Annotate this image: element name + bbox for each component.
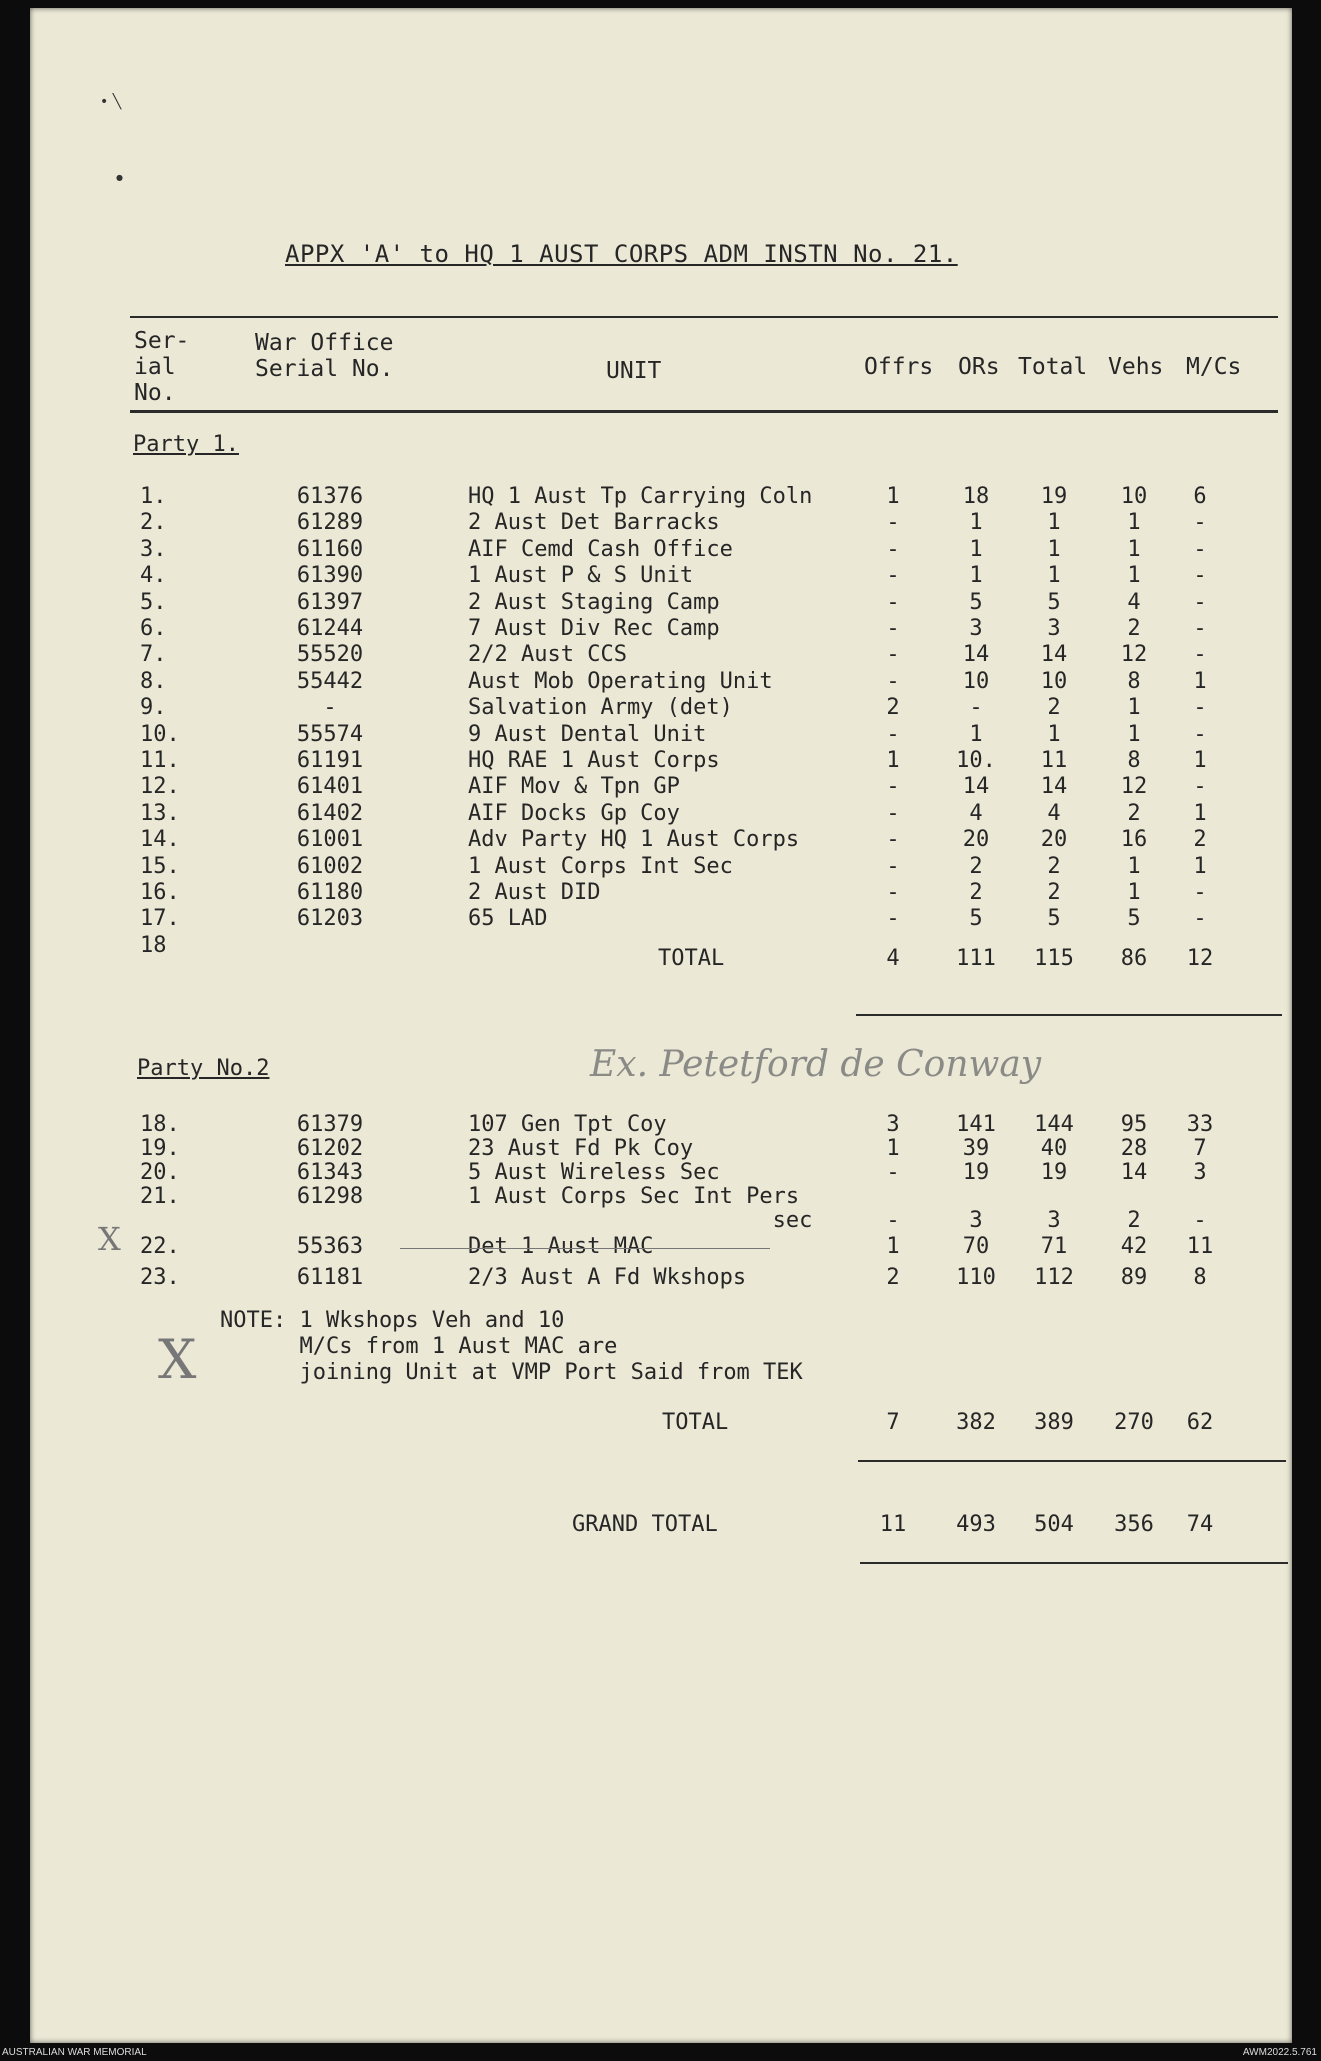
table-row: [30, 642, 1292, 668]
party-2-total-ors: 382: [956, 1410, 996, 1435]
cell-wo: 61160: [296, 536, 364, 562]
cell-mcs: 6: [1193, 484, 1207, 509]
cell-vehs: 2: [1127, 1208, 1141, 1233]
note-line-1: NOTE: 1 Wkshops Veh and 10: [220, 1308, 565, 1333]
cell-mcs: -: [1193, 1208, 1207, 1233]
cell-unit: 107 Gen Tpt Coy: [468, 1112, 667, 1137]
cell-wo: 61180: [296, 880, 364, 905]
cell-total: 4: [1047, 800, 1061, 826]
cell-total: 20: [1040, 827, 1068, 853]
cell-serial: 14.: [140, 827, 180, 853]
cell-ors: 1: [969, 721, 983, 747]
cell-serial: 17.: [140, 906, 180, 932]
cell-total: 144: [1034, 1112, 1074, 1137]
party-2-total-total: 389: [1034, 1410, 1074, 1435]
cell-ors: 5: [969, 589, 983, 615]
table-row: [30, 748, 1292, 774]
table-row: [30, 616, 1292, 642]
cell-unit: HQ 1 Aust Tp Carrying Coln: [468, 484, 813, 509]
cell-mcs: -: [1193, 642, 1207, 668]
cell-wo: -: [323, 695, 337, 721]
cell-mcs: 1: [1193, 668, 1207, 694]
party-2-total-row: [30, 1410, 1292, 1436]
table-row: [30, 880, 1292, 906]
header-ors: ORs: [958, 354, 1000, 380]
cell-total: 2: [1047, 880, 1061, 905]
cell-offrs: -: [886, 853, 900, 879]
grand-total-total: 504: [1034, 1512, 1074, 1537]
header-war-office-line-1: War Office: [255, 330, 394, 356]
party-1-total-rule: [856, 1014, 1282, 1016]
cell-serial: 10.: [140, 721, 180, 747]
cell-offrs: -: [886, 510, 900, 536]
cell-serial: 16.: [140, 880, 180, 905]
table-row: [30, 854, 1292, 880]
cell-unit: 2/2 Aust CCS: [468, 642, 627, 668]
table-row: [30, 484, 1292, 510]
cell-ors: 1: [969, 536, 983, 562]
cell-serial: 22.: [140, 1234, 180, 1259]
cell-mcs: -: [1193, 695, 1207, 721]
cell-serial: 13.: [140, 800, 180, 826]
cell-serial: 19.: [140, 1136, 180, 1161]
cell-total: 2: [1047, 853, 1061, 879]
cell-serial: 12.: [140, 774, 180, 800]
cell-unit: Det 1 Aust MAC: [468, 1234, 654, 1259]
cell-vehs: 1: [1127, 721, 1141, 747]
header-serial-line-2: ial: [134, 354, 176, 380]
cell-offrs: -: [886, 589, 900, 615]
cell-vehs: 95: [1120, 1112, 1148, 1137]
cell-wo: 61390: [296, 563, 364, 589]
cell-vehs: 8: [1127, 668, 1141, 694]
cell-unit: AIF Cemd Cash Office: [468, 536, 733, 562]
cell-unit: 2 Aust DID: [468, 880, 601, 905]
cell-vehs: 1: [1127, 563, 1141, 589]
grand-total-label: GRAND TOTAL: [572, 1512, 718, 1537]
note-line-2: M/Cs from 1 Aust MAC are: [220, 1334, 618, 1359]
stray-ink-mark: • ╲: [100, 94, 122, 110]
cell-serial: 8.: [140, 668, 167, 694]
header-rule-top: [130, 316, 1278, 318]
cell-vehs: 1: [1127, 510, 1141, 536]
cell-ors: 1: [969, 510, 983, 536]
cell-offrs: 1: [886, 484, 900, 509]
cell-total: 11: [1040, 748, 1068, 773]
cell-total: 1: [1047, 510, 1061, 536]
cell-offrs: -: [886, 536, 900, 562]
party-1-total-total: 115: [1034, 946, 1074, 971]
cell-unit: AIF Mov & Tpn GP: [468, 774, 680, 800]
cell-vehs: 16: [1120, 827, 1148, 853]
cell-unit: 5 Aust Wireless Sec: [468, 1160, 720, 1185]
cell-unit: HQ RAE 1 Aust Corps: [468, 748, 720, 773]
table-row: [30, 563, 1292, 589]
cell-total: 14: [1040, 774, 1068, 800]
cell-serial: 9.: [140, 695, 167, 721]
footer-bar: [0, 2046, 1321, 2061]
header-serial: [134, 328, 189, 406]
handwritten-annotation: Ex. Petetford de Conway: [590, 1044, 1042, 1085]
cell-wo: 61397: [296, 589, 364, 615]
cell-offrs: 1: [886, 1234, 900, 1259]
cell-wo: 61401: [296, 774, 364, 800]
cell-ors: 18: [962, 484, 990, 509]
cell-total: 1: [1047, 721, 1061, 747]
cell-ors: 110: [956, 1265, 996, 1290]
cell-wo: 61191: [296, 748, 364, 773]
cell-serial: 21.: [140, 1184, 180, 1209]
party-2-total-mcs: 62: [1186, 1410, 1214, 1435]
cell-mcs: 11: [1186, 1234, 1214, 1259]
header-war-office-line-2: Serial No.: [255, 356, 394, 382]
cell-wo: 55574: [296, 721, 364, 747]
cell-total: 1: [1047, 536, 1061, 562]
cell-vehs: 8: [1127, 748, 1141, 773]
cell-unit: 23 Aust Fd Pk Coy: [468, 1136, 694, 1161]
header-offrs: Offrs: [864, 354, 934, 380]
cell-offrs: 1: [886, 1136, 900, 1161]
cell-mcs: -: [1193, 589, 1207, 615]
cell-vehs: 5: [1127, 906, 1141, 932]
strike-through-line: [400, 1248, 770, 1249]
cell-offrs: -: [886, 1208, 900, 1233]
cell-offrs: -: [886, 906, 900, 932]
party-1-total-ors: 111: [956, 946, 996, 971]
cell-mcs: -: [1193, 616, 1207, 641]
header-rule-bottom: [130, 410, 1278, 413]
grand-total-vehs: 356: [1114, 1512, 1154, 1537]
header-unit: UNIT: [606, 358, 662, 384]
cell-vehs: 1: [1127, 536, 1141, 562]
party-1-total-offrs: 4: [886, 946, 900, 971]
cell-ors: 10.: [956, 748, 996, 773]
cell-ors: 2: [969, 880, 983, 905]
cell-vehs: 1: [1127, 880, 1141, 905]
cell-mcs: -: [1193, 510, 1207, 536]
table-row: [30, 1208, 1292, 1234]
cell-total: 19: [1040, 1160, 1068, 1185]
table-row: [30, 1136, 1292, 1162]
cell-mcs: 1: [1193, 853, 1207, 879]
margin-mark-1: X: [98, 1220, 121, 1258]
cell-ors: 70: [962, 1234, 990, 1259]
cell-vehs: 1: [1127, 695, 1141, 721]
cell-unit: Aust Mob Operating Unit: [468, 668, 773, 694]
cell-unit: Salvation Army (det): [468, 695, 733, 721]
cell-unit: Adv Party HQ 1 Aust Corps: [468, 827, 800, 853]
cell-vehs: 14: [1120, 1160, 1148, 1185]
table-row: [30, 1265, 1292, 1291]
stray-ink-dot: ●: [116, 173, 123, 182]
cell-vehs: 1: [1127, 853, 1141, 879]
party-2-total-offrs: 7: [886, 1410, 900, 1435]
cell-ors: 1: [969, 563, 983, 589]
cell-total: 5: [1047, 906, 1061, 932]
cell-serial: 1.: [140, 484, 167, 509]
cell-mcs: 1: [1193, 748, 1207, 773]
cell-offrs: 2: [886, 1265, 900, 1290]
grand-total-offrs: 11: [879, 1512, 907, 1537]
cell-ors: 19: [962, 1160, 990, 1185]
cell-unit: 2 Aust Det Barracks: [468, 510, 720, 536]
grand-total-rule: [860, 1562, 1288, 1564]
cell-total: 5: [1047, 589, 1061, 615]
cell-unit: 2 Aust Staging Camp: [468, 589, 720, 615]
cell-vehs: 2: [1127, 800, 1141, 826]
cell-serial: 18: [140, 932, 167, 958]
document-title: APPX 'A' to HQ 1 AUST CORPS ADM INSTN No. 21.: [285, 240, 958, 268]
cell-mcs: 2: [1193, 827, 1207, 853]
footer-institution: AUSTRALIAN WAR MEMORIAL: [2, 2047, 147, 2058]
table-row: [30, 1234, 1292, 1260]
cell-ors: -: [969, 695, 983, 721]
cell-vehs: 2: [1127, 616, 1141, 641]
cell-offrs: 1: [886, 748, 900, 773]
grand-total-mcs: 74: [1186, 1512, 1214, 1537]
cell-total: 112: [1034, 1265, 1074, 1290]
cell-mcs: 8: [1193, 1265, 1207, 1290]
cell-mcs: -: [1193, 563, 1207, 589]
cell-total: 2: [1047, 695, 1061, 721]
table-row: [30, 722, 1292, 748]
cell-unit: 9 Aust Dental Unit: [468, 721, 707, 747]
cell-total: 14: [1040, 642, 1068, 668]
table-row: [30, 510, 1292, 536]
cell-ors: 3: [969, 616, 983, 641]
cell-vehs: 4: [1127, 589, 1141, 615]
cell-mcs: -: [1193, 880, 1207, 905]
cell-total: 1: [1047, 563, 1061, 589]
cell-mcs: -: [1193, 774, 1207, 800]
cell-wo: 61289: [296, 510, 364, 536]
cell-offrs: -: [886, 800, 900, 826]
cell-offrs: -: [886, 880, 900, 905]
cell-mcs: 3: [1193, 1160, 1207, 1185]
cell-offrs: 2: [886, 695, 900, 721]
party-2-label: Party No.2: [137, 1056, 270, 1081]
cell-serial: 4.: [140, 563, 167, 589]
cell-wo: 61002: [296, 853, 364, 879]
header-war-office: [255, 330, 393, 382]
cell-ors: 10: [962, 668, 990, 694]
party-2-note: [220, 1308, 803, 1386]
cell-wo: 61244: [296, 616, 364, 641]
table-row: [30, 1160, 1292, 1186]
cell-serial: 20.: [140, 1160, 180, 1185]
cell-vehs: 12: [1120, 774, 1148, 800]
party-1-total-label: TOTAL: [658, 946, 725, 971]
table-row: [30, 1184, 1292, 1210]
cell-ors: 5: [969, 906, 983, 932]
cell-ors: 39: [962, 1136, 990, 1161]
cell-ors: 14: [962, 774, 990, 800]
header-serial-line-3: No.: [134, 380, 176, 406]
party-2-total-label: TOTAL: [662, 1410, 729, 1435]
cell-mcs: -: [1193, 536, 1207, 562]
grand-total-row: [30, 1512, 1292, 1538]
cell-ors: 3: [969, 1208, 983, 1233]
table-row: [30, 774, 1292, 800]
party-2-total-vehs: 270: [1114, 1410, 1154, 1435]
footer-reference: AWM2022.5.761: [1242, 2047, 1317, 2058]
cell-serial: 5.: [140, 589, 167, 615]
cell-serial: 2.: [140, 510, 167, 536]
cell-unit: AIF Docks Gp Coy: [468, 800, 680, 826]
cell-offrs: 3: [886, 1112, 900, 1137]
cell-mcs: 7: [1193, 1136, 1207, 1161]
party-1-total-mcs: 12: [1186, 946, 1214, 971]
cell-vehs: 10: [1120, 484, 1148, 509]
cell-serial: 11.: [140, 748, 180, 773]
cell-wo: 61343: [296, 1160, 364, 1185]
cell-offrs: -: [886, 616, 900, 641]
cell-vehs: 42: [1120, 1234, 1148, 1259]
cell-wo: 61203: [296, 906, 364, 932]
cell-wo: 61202: [296, 1136, 364, 1161]
header-vehs: Vehs: [1108, 354, 1164, 380]
cell-ors: 14: [962, 642, 990, 668]
cell-ors: 4: [969, 800, 983, 826]
cell-offrs: -: [886, 1160, 900, 1185]
cell-unit: 65 LAD: [468, 906, 548, 932]
table-row: [30, 669, 1292, 695]
cell-offrs: -: [886, 827, 900, 853]
margin-mark-2: X: [158, 1328, 197, 1391]
cell-vehs: 89: [1120, 1265, 1148, 1290]
cell-wo: 61376: [296, 484, 364, 509]
cell-vehs: 12: [1120, 642, 1148, 668]
cell-serial: 7.: [140, 642, 167, 668]
cell-total: 3: [1047, 616, 1061, 641]
cell-unit: 2/3 Aust A Fd Wkshops: [468, 1265, 747, 1290]
cell-total: 3: [1047, 1208, 1061, 1233]
header-mcs: M/Cs: [1186, 354, 1242, 380]
note-line-3: joining Unit at VMP Port Said from TEK: [220, 1360, 803, 1385]
cell-ors: 20: [962, 827, 990, 853]
cell-unit: 7 Aust Div Rec Camp: [468, 616, 720, 641]
cell-total: 40: [1040, 1136, 1068, 1161]
table-row: [30, 537, 1292, 563]
cell-wo: 55442: [296, 668, 364, 694]
cell-ors: 2: [969, 853, 983, 879]
header-serial-line-1: Ser-: [134, 328, 190, 354]
cell-unit: sec: [468, 1208, 813, 1233]
table-row: [30, 906, 1292, 932]
cell-wo: 61001: [296, 827, 364, 853]
cell-serial: 15.: [140, 853, 180, 879]
cell-total: 71: [1040, 1234, 1068, 1259]
cell-offrs: -: [886, 563, 900, 589]
cell-wo: 55520: [296, 642, 364, 668]
party-2-total-rule: [858, 1460, 1286, 1462]
cell-mcs: -: [1193, 721, 1207, 747]
cell-unit: 1 Aust P & S Unit: [468, 563, 694, 589]
cell-wo: 55363: [296, 1234, 364, 1259]
cell-total: 19: [1040, 484, 1068, 509]
cell-wo: 61402: [296, 800, 364, 826]
table-row: [30, 827, 1292, 853]
cell-mcs: 1: [1193, 800, 1207, 826]
cell-unit: 1 Aust Corps Sec Int Pers: [468, 1184, 800, 1209]
table-row: [30, 801, 1292, 827]
document-page: [30, 8, 1292, 2043]
party-1-total-row: [30, 946, 1292, 972]
cell-ors: 141: [956, 1112, 996, 1137]
header-total: Total: [1018, 354, 1088, 380]
table-row: [30, 1112, 1292, 1138]
table-row: [30, 590, 1292, 616]
cell-total: 10: [1040, 668, 1068, 694]
party-1-label: Party 1.: [133, 432, 239, 457]
cell-offrs: -: [886, 668, 900, 694]
cell-vehs: 28: [1120, 1136, 1148, 1161]
cell-offrs: -: [886, 642, 900, 668]
table-row: [30, 695, 1292, 721]
cell-serial: 6.: [140, 616, 167, 641]
cell-serial: 3.: [140, 536, 167, 562]
cell-wo: 61181: [296, 1265, 364, 1290]
cell-wo: 61298: [296, 1184, 364, 1209]
party-1-total-vehs: 86: [1120, 946, 1148, 971]
cell-mcs: 33: [1186, 1112, 1214, 1137]
cell-serial: 23.: [140, 1265, 180, 1290]
grand-total-ors: 493: [956, 1512, 996, 1537]
cell-offrs: -: [886, 774, 900, 800]
cell-unit: 1 Aust Corps Int Sec: [468, 853, 733, 879]
cell-mcs: -: [1193, 906, 1207, 932]
cell-wo: 61379: [296, 1112, 364, 1137]
cell-serial: 18.: [140, 1112, 180, 1137]
cell-offrs: -: [886, 721, 900, 747]
